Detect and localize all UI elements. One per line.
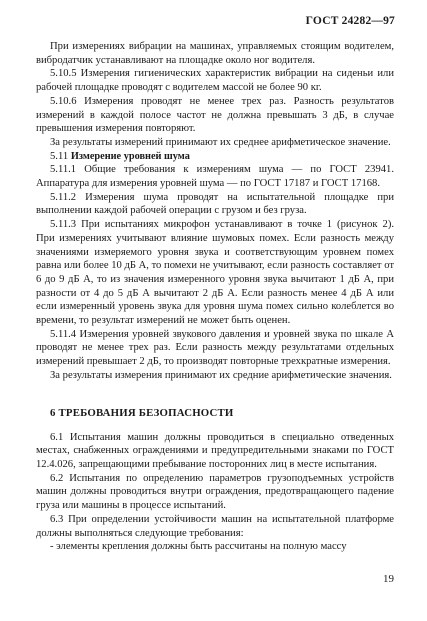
paragraph: - элементы крепления должны быть рассчитаны на полную массу [50, 541, 347, 553]
paragraph: За результаты измерения принимают их средние арифметические значения. [50, 369, 392, 381]
paragraph: 5.10.6 Измерения проводят не менее трех раз. Разность результатов измерений в каждой полосе частот не должна превышать 3 дБ, в случае превышения измерения повторяют. [36, 95, 394, 135]
paragraph: При измерениях вибрации на машинах, управляемых стоящим водителем, вибродатчик устанавливают на площадке около ног водителя. [36, 41, 394, 66]
paragraph: 5.11.1 Общие требования к измерениям шума — по ГОСТ 23941. Аппаратура для измерения уровней шума — по ГОСТ 17187 и ГОСТ 17168. [36, 164, 394, 190]
paragraph: 5.11.3 При испытаниях микрофон устанавливают в точке 1 (рисунок 2). При измерениях учитывают влияние шумовых помех. Если разность между значениями измеряемого уровня звука и соответствующим уровнем помех равна или более 10 дБ А, то помехи не учитывают, если разность составляет от 6 до 9 дБ А, то из значения измеренного уровня звука вычитают 1 дБ А, при разности от 4 до 5 дБ А вычитают 2 дБ А. Если разность менее 4 дБ А или если измеренный уровень звука для уровня шума помех сильно колеблется во времени, то результат измерений не может быть оценен. [36, 219, 394, 327]
paragraph: 6.1 Испытания машин должны проводиться в специально отведенных местах, снабженных ограждениями и предупредительными знаками по ГОСТ 12.4.026, запрещающими пребывание посторонних лиц в месте испытания. [36, 431, 394, 470]
section-heading: 6 ТРЕБОВАНИЯ БЕЗОПАСНОСТИ [50, 406, 234, 419]
document-body [36, 40, 394, 554]
paragraph: 5.11.4 Измерения уровней звукового давления и уровней звука по шкале А проводят не менее трех раз. Если разность между результатами отдельных измерений превышает 2 дБ, то производят повторные трехкратные измерения. [36, 328, 394, 368]
page-number: 19 [383, 573, 394, 585]
spacer [36, 383, 394, 407]
paragraph: 6.3 При определении устойчивости машин на испытательной платформе должны выполняться следующие требования: [36, 513, 394, 539]
paragraph: 5.11.2 Измерения шума проводят на испытательной площадке при выполнении каждой рабочей операции с грузом и без груза. [36, 191, 394, 217]
subsection-title: Измерение уровней шума [70, 150, 190, 162]
paragraph: 5.10.5 Измерения гигиенических характеристик вибрации на сиденьи или рабочей площадке проводят с водителем массой не более 90 кг. [36, 68, 394, 94]
paragraph: 6.2 Испытания по определению параметров грузоподъемных устройств машин должны проводиться внутри ограждения, предотвращающего падение груза или машины в процессе испытаний. [36, 472, 394, 512]
paragraph: За результаты измерений принимают их среднее арифметическое значение. [50, 136, 391, 148]
subsection-heading [36, 150, 394, 164]
document-header: ГОСТ 24282—97 [305, 15, 395, 27]
subsection-number: 5.11 [50, 150, 69, 162]
